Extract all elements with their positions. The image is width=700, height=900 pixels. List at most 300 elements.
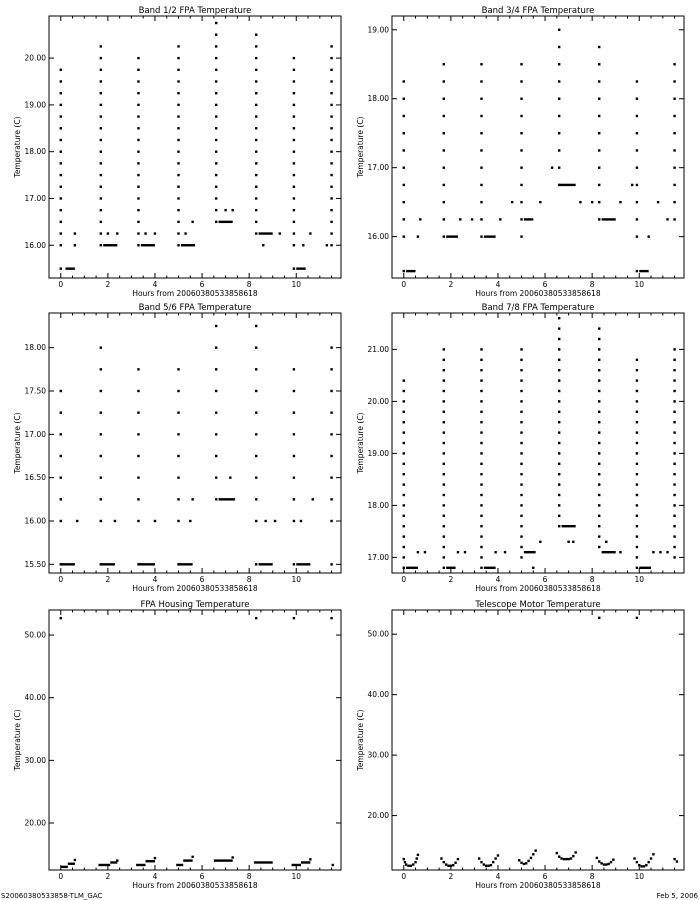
data-point	[416, 857, 418, 859]
x-tick-label: 0	[58, 872, 64, 881]
x-tick-label: 4	[152, 872, 158, 881]
data-point	[137, 92, 139, 94]
data-point	[636, 201, 638, 203]
data-point	[403, 515, 405, 517]
data-point	[673, 115, 675, 117]
y-axis-label: Temperature (C)	[356, 412, 365, 474]
data-point	[403, 473, 405, 475]
data-point	[480, 115, 482, 117]
data-point	[100, 174, 102, 176]
data-point	[673, 473, 675, 475]
data-point	[215, 69, 217, 71]
y-tick-label: 16.00	[367, 232, 389, 242]
data-point	[471, 218, 473, 220]
data-point	[598, 442, 600, 444]
data-point	[255, 476, 257, 478]
chart-panel	[13, 6, 341, 298]
data-point	[643, 865, 645, 867]
data-point	[598, 166, 600, 168]
x-tick-label: 4	[495, 280, 501, 289]
data-point	[600, 862, 602, 864]
data-point	[520, 535, 522, 537]
data-point	[255, 617, 257, 619]
data-point	[154, 520, 156, 522]
data-point	[184, 232, 186, 234]
data-point	[293, 267, 295, 269]
data-point	[480, 348, 482, 350]
data-point	[403, 80, 405, 82]
data-point	[177, 127, 179, 129]
data-point	[404, 861, 406, 863]
data-point	[100, 104, 102, 106]
data-segment	[406, 567, 418, 569]
data-segment	[602, 218, 616, 220]
data-point	[520, 473, 522, 475]
data-point	[636, 400, 638, 402]
data-point	[447, 865, 449, 867]
data-point	[558, 463, 560, 465]
data-point	[60, 520, 62, 522]
data-point	[445, 863, 447, 865]
data-point	[231, 856, 233, 858]
data-point	[650, 857, 652, 859]
data-point	[636, 218, 638, 220]
data-point	[558, 166, 560, 168]
data-point	[647, 235, 649, 237]
data-point	[636, 421, 638, 423]
data-point	[558, 855, 560, 857]
data-point	[558, 421, 560, 423]
data-point	[330, 139, 332, 141]
data-point	[191, 498, 193, 500]
data-point	[558, 494, 560, 496]
data-point	[480, 359, 482, 361]
data-point	[598, 379, 600, 381]
x-tick-label: 10	[634, 575, 645, 584]
data-point	[330, 197, 332, 199]
data-point	[480, 421, 482, 423]
data-point	[520, 421, 522, 423]
data-point	[100, 476, 102, 478]
data-point	[598, 860, 600, 862]
data-point	[403, 463, 405, 465]
data-point	[60, 162, 62, 164]
data-point	[567, 541, 569, 543]
data-point	[443, 348, 445, 350]
data-point	[403, 442, 405, 444]
data-point	[330, 92, 332, 94]
y-tick-label: 17.00	[24, 429, 46, 439]
data-point	[215, 22, 217, 24]
data-point	[563, 858, 565, 860]
data-point	[255, 139, 257, 141]
data-point	[558, 317, 560, 319]
data-point	[647, 861, 649, 863]
data-point	[598, 63, 600, 65]
data-point	[636, 483, 638, 485]
data-point	[403, 115, 405, 117]
data-point	[443, 235, 445, 237]
data-point	[403, 166, 405, 168]
data-point	[137, 69, 139, 71]
data-point	[114, 520, 116, 522]
data-point	[673, 359, 675, 361]
data-point	[293, 617, 295, 619]
data-point	[598, 525, 600, 527]
data-point	[215, 174, 217, 176]
data-point	[255, 115, 257, 117]
data-point	[443, 149, 445, 151]
data-point	[412, 863, 414, 865]
data-point	[100, 244, 102, 246]
data-point	[215, 221, 217, 223]
data-point	[636, 359, 638, 361]
footer-date: Feb 5, 2006	[656, 892, 698, 900]
data-point	[100, 57, 102, 59]
data-point	[309, 232, 311, 234]
data-point	[598, 546, 600, 548]
data-point	[137, 104, 139, 106]
y-tick-label: 18.00	[24, 343, 46, 353]
data-point	[520, 431, 522, 433]
data-point	[330, 45, 332, 47]
data-point	[330, 115, 332, 117]
chart-title: Band 3/4 FPA Temperature	[481, 6, 595, 16]
data-point	[636, 556, 638, 558]
data-point	[558, 504, 560, 506]
data-segment	[259, 563, 273, 565]
data-point	[483, 863, 485, 865]
data-point	[215, 209, 217, 211]
data-point	[636, 494, 638, 496]
data-point	[520, 494, 522, 496]
data-point	[191, 221, 193, 223]
data-point	[443, 442, 445, 444]
y-axis-label: Temperature (C)	[356, 116, 365, 178]
data-point	[60, 92, 62, 94]
data-point	[403, 546, 405, 548]
data-point	[74, 244, 76, 246]
plot-frame	[49, 313, 341, 573]
data-point	[480, 504, 482, 506]
x-tick-label: 8	[589, 872, 595, 881]
plot-frame	[392, 16, 684, 278]
data-point	[403, 431, 405, 433]
x-tick-label: 8	[589, 280, 595, 289]
data-point	[532, 567, 534, 569]
data-segment	[446, 235, 458, 237]
data-point	[215, 57, 217, 59]
y-tick-label: 17.00	[24, 193, 46, 203]
data-point	[636, 98, 638, 100]
data-point	[293, 433, 295, 435]
data-point	[255, 150, 257, 152]
chart-title: Band 7/8 FPA Temperature	[481, 303, 595, 313]
data-point	[636, 390, 638, 392]
data-point	[100, 221, 102, 223]
data-point	[636, 515, 638, 517]
data-point	[636, 149, 638, 151]
data-point	[551, 166, 553, 168]
data-point	[520, 235, 522, 237]
data-point	[293, 498, 295, 500]
data-point	[215, 433, 217, 435]
data-point	[293, 520, 295, 522]
data-point	[264, 520, 266, 522]
data-point	[673, 858, 675, 860]
data-point	[293, 563, 295, 565]
data-point	[403, 184, 405, 186]
data-segment	[103, 244, 117, 246]
data-point	[673, 218, 675, 220]
data-point	[60, 69, 62, 71]
data-point	[598, 327, 600, 329]
x-tick-label: 0	[401, 575, 407, 584]
data-segment	[446, 567, 455, 569]
data-point	[666, 218, 668, 220]
data-point	[480, 463, 482, 465]
data-point	[598, 201, 600, 203]
data-point	[454, 862, 456, 864]
data-segment	[524, 218, 533, 220]
data-point	[100, 390, 102, 392]
data-point	[504, 551, 506, 553]
data-point	[293, 244, 295, 246]
y-axis-label: Temperature (C)	[356, 709, 365, 771]
data-segment	[181, 244, 195, 246]
data-point	[673, 348, 675, 350]
data-point	[177, 209, 179, 211]
data-point	[177, 244, 179, 246]
data-point	[480, 431, 482, 433]
data-point	[657, 201, 659, 203]
data-point	[520, 515, 522, 517]
data-point	[229, 476, 231, 478]
data-point	[558, 515, 560, 517]
data-point	[443, 98, 445, 100]
data-point	[673, 132, 675, 134]
data-segment	[559, 184, 575, 186]
data-point	[137, 368, 139, 370]
data-segment	[101, 563, 115, 565]
data-point	[494, 551, 496, 553]
data-point	[255, 186, 257, 188]
data-point	[215, 325, 217, 327]
data-point	[255, 80, 257, 82]
data-point	[100, 197, 102, 199]
data-point	[293, 150, 295, 152]
data-point	[177, 433, 179, 435]
data-point	[480, 390, 482, 392]
data-point	[293, 221, 295, 223]
y-tick-label: 40.00	[367, 690, 389, 700]
data-point	[558, 80, 560, 82]
data-point	[443, 166, 445, 168]
data-point	[558, 29, 560, 31]
y-tick-label: 30.00	[367, 750, 389, 760]
data-point	[293, 411, 295, 413]
data-point	[293, 209, 295, 211]
data-point	[520, 218, 522, 220]
data-point	[417, 551, 419, 553]
data-point	[539, 541, 541, 543]
data-point	[330, 162, 332, 164]
data-point	[60, 209, 62, 211]
data-point	[673, 80, 675, 82]
data-segment	[332, 864, 334, 866]
data-point	[520, 379, 522, 381]
data-point	[480, 452, 482, 454]
data-point	[330, 232, 332, 234]
data-point	[60, 476, 62, 478]
x-axis-label: Hours from 20060380533858618	[475, 289, 601, 298]
data-segment	[484, 235, 496, 237]
data-point	[443, 463, 445, 465]
data-point	[480, 473, 482, 475]
data-point	[293, 186, 295, 188]
data-point	[177, 186, 179, 188]
data-point	[293, 115, 295, 117]
x-tick-label: 10	[634, 872, 645, 881]
data-point	[598, 452, 600, 454]
data-point	[137, 455, 139, 457]
data-point	[520, 184, 522, 186]
data-point	[673, 390, 675, 392]
data-point	[636, 861, 638, 863]
data-point	[534, 849, 536, 851]
data-point	[403, 270, 405, 272]
x-tick-label: 10	[291, 280, 302, 289]
data-point	[558, 132, 560, 134]
data-point	[659, 551, 661, 553]
data-point	[403, 556, 405, 558]
data-point	[636, 379, 638, 381]
data-point	[443, 861, 445, 863]
chart-panel	[356, 600, 684, 890]
data-point	[293, 390, 295, 392]
data-point	[673, 452, 675, 454]
data-point	[403, 390, 405, 392]
data-point	[673, 400, 675, 402]
x-tick-label: 6	[199, 575, 205, 584]
data-point	[520, 132, 522, 134]
data-point	[520, 98, 522, 100]
data-point	[419, 218, 421, 220]
data-point	[137, 390, 139, 392]
data-point	[215, 476, 217, 478]
data-point	[520, 63, 522, 65]
data-point	[137, 433, 139, 435]
data-point	[598, 400, 600, 402]
y-tick-label: 19.00	[367, 448, 389, 458]
data-point	[558, 63, 560, 65]
plot-frame	[49, 610, 341, 870]
data-point	[558, 431, 560, 433]
y-tick-label: 18.00	[367, 500, 389, 510]
data-point	[443, 411, 445, 413]
data-point	[480, 535, 482, 537]
data-point	[177, 455, 179, 457]
data-point	[100, 433, 102, 435]
data-point	[532, 853, 534, 855]
data-point	[60, 197, 62, 199]
y-tick-label: 16.00	[24, 240, 46, 250]
data-point	[60, 390, 62, 392]
data-point	[116, 859, 118, 861]
data-point	[480, 567, 482, 569]
data-point	[638, 864, 640, 866]
data-point	[520, 411, 522, 413]
data-point	[673, 494, 675, 496]
data-point	[137, 127, 139, 129]
data-point	[293, 57, 295, 59]
data-segment	[296, 267, 305, 269]
data-point	[636, 463, 638, 465]
data-point	[293, 368, 295, 370]
data-point	[596, 857, 598, 859]
data-point	[673, 483, 675, 485]
data-point	[598, 463, 600, 465]
data-point	[525, 862, 527, 864]
data-point	[636, 115, 638, 117]
x-tick-label: 8	[589, 575, 595, 584]
x-tick-label: 10	[634, 280, 645, 289]
data-point	[177, 57, 179, 59]
data-point	[330, 520, 332, 522]
data-point	[520, 452, 522, 454]
chart-title: Band 5/6 FPA Temperature	[138, 303, 252, 313]
data-point	[673, 201, 675, 203]
data-point	[480, 149, 482, 151]
data-point	[60, 498, 62, 500]
data-point	[293, 197, 295, 199]
data-segment	[146, 860, 155, 862]
data-point	[673, 431, 675, 433]
data-point	[224, 209, 226, 211]
data-point	[215, 455, 217, 457]
data-point	[520, 80, 522, 82]
data-point	[137, 162, 139, 164]
data-point	[673, 525, 675, 527]
data-point	[330, 390, 332, 392]
y-tick-label: 15.50	[24, 559, 46, 569]
data-point	[330, 80, 332, 82]
data-point	[255, 34, 257, 36]
data-point	[673, 63, 675, 65]
data-point	[100, 368, 102, 370]
data-segment	[98, 864, 110, 866]
data-point	[100, 498, 102, 500]
data-point	[100, 232, 102, 234]
data-point	[60, 139, 62, 141]
x-tick-label: 10	[291, 575, 302, 584]
data-point	[520, 348, 522, 350]
data-point	[177, 80, 179, 82]
data-point	[443, 80, 445, 82]
data-point	[636, 442, 638, 444]
data-point	[74, 859, 76, 861]
data-point	[480, 166, 482, 168]
data-segment	[183, 859, 192, 861]
data-segment	[292, 864, 301, 866]
data-point	[598, 359, 600, 361]
data-segment	[219, 498, 235, 500]
data-point	[330, 69, 332, 71]
data-point	[673, 463, 675, 465]
data-point	[403, 400, 405, 402]
data-point	[676, 860, 678, 862]
data-point	[403, 98, 405, 100]
